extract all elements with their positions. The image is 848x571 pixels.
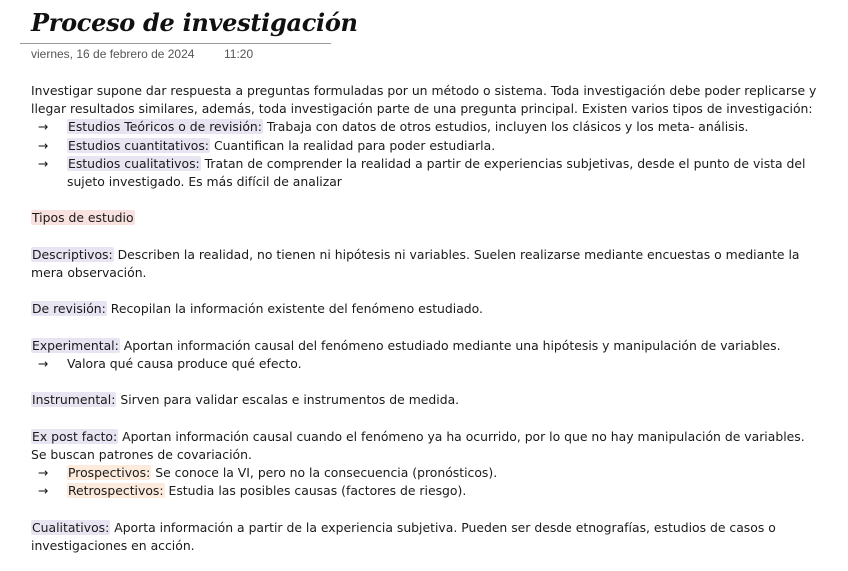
spacer — [31, 191, 821, 209]
list-item — [31, 355, 821, 373]
type-description: Describen la realidad, no tienen ni hipótesis ni variables. Suelen realizarse mediante encuestas o mediante la mera observación. — [31, 246, 800, 280]
note-body[interactable] — [31, 82, 821, 555]
highlighted-term: Retrospectivos: — [68, 483, 164, 499]
intro-paragraph: Investigar supone dar respuesta a preguntas formuladas por un método o sistema. Toda investigación debe poder replicarse y llegar resultados similares, además, toda investigación parte de una pregunta principal. Existen varios tipos de investigación: — [31, 83, 817, 117]
type-description: Recopilan la información existente del fenómeno estudiado. — [106, 301, 483, 317]
highlighted-term: Experimental: — [32, 337, 119, 353]
highlighted-term: De revisión: — [32, 301, 106, 317]
arrow-bullet-icon: → — [38, 465, 49, 481]
title-divider — [20, 43, 331, 44]
arrow-bullet-icon: → — [38, 483, 49, 499]
highlighted-term: Instrumental: — [32, 392, 116, 408]
spacer — [31, 501, 821, 519]
highlighted-term: Estudios cualitativos: — [68, 155, 200, 171]
list-item-text: Trabaja con datos de otros estudios, incluyen los clásicos y los meta- análisis. — [262, 119, 749, 135]
list-item-text: Estudia las posibles causas (factores de riesgo). — [164, 483, 467, 499]
type-description: Aportan información causal del fenómeno estudiado mediante una hipótesis y manipulación de variables. — [119, 337, 781, 353]
highlighted-term: Ex post facto: — [32, 428, 118, 444]
list-item-text: Se conoce la VI, pero no la consecuencia (pronósticos). — [151, 465, 498, 481]
note-date: viernes, 16 de febrero de 2024 — [31, 47, 195, 61]
list-item-text: Tratan de comprender la realidad a partir de experiencias subjetivas, desde el punto de vista del sujeto investigado. Es más difícil de analizar — [67, 155, 806, 190]
arrow-bullet-icon: → — [38, 137, 49, 153]
type-cualitativos — [31, 519, 821, 555]
list-item-text: Cuantifican la realidad para poder estudiarla. — [210, 137, 496, 153]
spacer — [31, 319, 821, 337]
spacer — [31, 228, 821, 246]
spacer — [31, 373, 821, 391]
spacer — [31, 410, 821, 428]
list-item-text: Valora qué causa produce qué efecto. — [67, 355, 302, 371]
section-heading-label: Tipos de estudio — [32, 210, 134, 226]
arrow-bullet-icon: → — [38, 155, 49, 171]
list-item — [31, 137, 821, 155]
type-description: Sirven para validar escalas e instrumentos de medida. — [116, 392, 460, 408]
list-item — [31, 464, 821, 482]
highlighted-term: Cualitativos: — [32, 519, 110, 535]
highlighted-term: Estudios Teóricos o de revisión: — [68, 119, 262, 135]
type-revision — [31, 300, 821, 318]
arrow-bullet-icon: → — [38, 355, 49, 371]
page-title[interactable]: Proceso de investigación — [31, 8, 358, 37]
list-item — [31, 155, 821, 191]
list-item — [31, 118, 821, 136]
spacer — [31, 282, 821, 300]
section-heading — [31, 209, 821, 227]
note-time: 11:20 — [224, 47, 254, 61]
type-instrumental — [31, 391, 821, 409]
type-description: Aporta información a partir de la experiencia subjetiva. Pueden ser desde etnografías, estudios de casos o investigaciones en acción. — [31, 519, 776, 553]
list-item — [31, 482, 821, 500]
highlighted-term: Estudios cuantitativos: — [68, 137, 209, 153]
type-descriptivos — [31, 246, 821, 282]
highlighted-term: Descriptivos: — [32, 246, 113, 262]
highlighted-term: Prospectivos: — [68, 465, 151, 481]
type-description: Aportan información causal cuando el fenómeno ya ha ocurrido, por lo que no hay manipulación de variables. Se buscan patrones de covariación. — [31, 428, 805, 462]
arrow-bullet-icon: → — [38, 119, 49, 135]
type-ex-post-facto — [31, 428, 821, 464]
type-experimental — [31, 337, 821, 355]
